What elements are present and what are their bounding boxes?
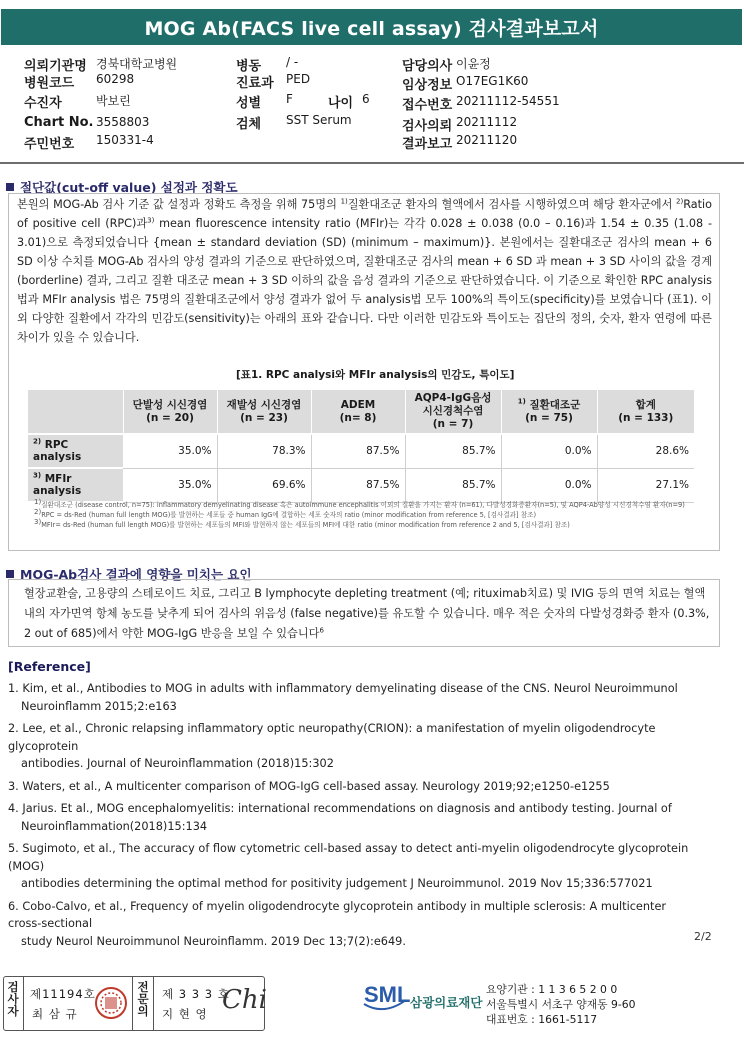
reference-item: 2. Lee, et al., Chronic relapsing inflammatory optic neuropathy(CRION): a manifestation of myelin oligodendrocyte glycoprotein antibodies. Journal of Neuroinflammation (2018)15:302 [8,722,656,770]
sensitivity-table [28,390,694,503]
info-value: PED [286,72,311,86]
factors-paragraph: 혈장교환술, 고용량의 스테로이드 치료, 그리고 B lymphocyte depleting treatment (예; rituximab치료) 및 IVIG 등의 면역 치료는 혈액 내의 자가면역 항체 농도를 낮추게 되어 검사의 위음성 (false negative)를 유도할 수 있습니다. 매우 적은 숫자의 다발성경화증 환자 (0.3%, 2 out of 685)에서 약한 MOG-IgG 반응을 보일 수 있습니다$^6$ [24,587,710,640]
reference-title: [Reference] [8,659,91,674]
lab-name: 삼광의료재단 [410,995,483,1010]
table-header-cell: $^{1)}$ 질환대조군 (n = 75) [501,390,597,434]
info-value: 박보린 [96,94,131,108]
lab-address: 서울특별시 서초구 양재동 9-60 [486,998,636,1011]
lab-phone: 대표번호 : 1661-5117 [486,1013,598,1026]
info-value: / - [286,55,299,69]
table-header-cell: AQP4-IgG음성 시신경척수염 (n = 7) [405,390,501,434]
info-key: 의뢰기관명 [24,59,87,74]
signer-label: 전 문 의 [137,980,149,1018]
section-title-text: MOG-Ab검사 결과에 영향을 미치는 요인 [20,567,252,582]
reference-item: 1. Kim, et al., Antibodies to MOG in adults with inflammatory demyelinating disease of the CNS. Neurol Neuroimmunol Neuroinflamm 2015;2:e163 [8,682,678,713]
table-row-header: $^{2)}$ RPC analysis [28,434,123,468]
info-key: 병원코드 [24,76,75,91]
divider [0,162,744,164]
info-key: Chart No. [24,115,94,130]
reference-item: 3. Waters, et al., A multicenter comparison of MOG-IgG cell-based assay. Neurology 2019;92;e1250-e1255 [8,779,610,793]
info-key: 수진자 [24,96,62,111]
handwritten-signature: Chi [222,985,267,1015]
reference-item: 6. Cobo-Calvo, et al., Frequency of myelin oligodendrocyte glycoprotein antibody in multiple sclerosis: A multicenter cross-sectional study Neurol Neuroimmunol Neuroinflamm. 2019 Dec 13;7(2):e649. [8,899,667,948]
table-cell: 85.7% [405,468,501,502]
table-cell: 35.0% [123,468,217,502]
info-value: 이윤정 [456,57,491,71]
table-row [28,434,694,468]
table-header-row [28,390,694,434]
table-row [28,468,694,502]
info-value: SST Serum [286,113,352,127]
info-key: 나이 [328,96,354,111]
info-key: 담당의사 [402,59,453,74]
info-value: F [286,92,293,106]
table-header-cell: 합계 (n = 133) [597,390,694,434]
table-cell: 69.6% [217,468,311,502]
table-header-cell: 단발성 시신경염 (n = 20) [123,390,217,434]
table-caption: [표1. RPC analysi와 MFIr analysis의 민감도, 특이도] [236,369,515,381]
info-value: 20211120 [456,133,518,147]
footnote: $^{3)}$MFIr= ds-Red (human full length MOG)를 발현하는 세포들의 MFI와 발현하지 않는 세포들의 MFI에 대한 ratio (minor modification from reference 2 and 5, [검사결과] 참조) [34,517,570,529]
table-cell: 85.7% [405,434,501,468]
table-cell: 78.3% [217,434,311,468]
square-bullet-icon [6,570,14,578]
cutoff-paragraph: 본원의 MOG-Ab 검사 기준 값 설정과 정확도 측정을 위해 75명의 $^{1)}$질환대조군 환자의 혈액에서 검사를 시행하였으며 해당 환자군에서 $^{2)}$Ratio of positive cell (RPC)과$^{3)}$ mean fluorescence intensity ratio (MFIr)는 각각 0.028 ± 0.038 (0.0 – 0.16)과 1.54 ± 0.35 (1.08 - 3.01)으로 측정되었습니다 {mean ± standard deviation (SD) (minimum – maximum)}. 본원에서는 질환대조군 검사의 mean + 6 SD 이상 수치를 MOG-Ab 검사의 양성 결과의 기준으로 판단하였으며, 질환대조군 검사의 mean + 6 SD 과 mean + 3 SD 사이의 값을 경계 (borderline) 결과, 그리고 질환 대조군 mean + 3 SD 이하의 값을 음성 결과의 기준으로 판단하였습니다. 이 기준으로 확인한 RPC analysis 법과 MFIr analysis 법은 75명의 질환대조군에서 양성 결과가 없어 두 analysis법 모두 100%의 특이도(specificity)를 보였습니다 (표1). 이 외 다양한 질환에서 각각의 민감도(sensitivity)는 아래의 표와 같습니다. 다만 이러한 민감도와 특이도는 집단의 정의, 숫자, 환자 연령에 따른 차이가 있을 수 있습니다. [17,197,712,344]
report-title: MOG Ab(FACS live cell assay) 검사결과보고서 [1,9,742,45]
specialist-name: 지 현 영 [162,1007,208,1021]
info-value: 60298 [96,72,135,86]
info-value: 경북대학교병원 [96,57,178,71]
table-cell: 0.0% [501,434,597,468]
square-bullet-icon [6,183,14,191]
info-key: 진료과 [236,76,274,91]
info-key: 주민번호 [24,137,75,152]
lab-code: 요양기관 : 1 1 3 6 5 2 0 0 [486,983,618,996]
reference-item: 4. Jarius. Et al., MOG encephalomyelitis: international recommendations on diagnosis and antibody testing. Journal of Neuroinflammation(2018)15:134 [8,802,672,833]
table-corner [28,390,123,434]
table-footnotes [34,497,714,530]
table-cell: 27.1% [597,468,694,502]
table-row-header: $^{3)}$ MFIr analysis [28,468,123,502]
inspector-license: 제11194호 [30,987,96,1001]
info-value: 3558803 [96,115,150,129]
info-value: 20211112-54551 [456,94,560,108]
table-cell: 87.5% [311,468,405,502]
reference-item: 5. Sugimoto, et al., The accuracy of flow cytometric cell-based assay to detect anti-myelin oligodendrocyte glycoprotein (MOG) antibodies determining the optimal method for positivity judgement J Neuroimmunol. 2019 Nov 15;336:577021 [8,842,689,890]
page-number: 2/2 [694,930,712,943]
table-header-cell: 재발성 시신경염 (n = 23) [217,390,311,434]
reference-list [8,680,728,955]
table-cell: 35.0% [123,434,217,468]
divider [153,977,154,1030]
lab-logo: SML [364,982,411,1007]
logo-swoosh-icon [362,982,411,1014]
info-key: 접수번호 [402,98,453,113]
inspector-name: 최 삼 규 [32,1007,78,1021]
table-header-cell: ADEM (n= 8) [311,390,405,434]
info-key: 임상정보 [402,78,453,93]
table-cell: 0.0% [501,468,597,502]
info-value: 20211112 [456,115,518,129]
table-cell: 87.5% [311,434,405,468]
specialist-license: 제 3 3 3 호 [162,987,230,1001]
info-key: 병동 [236,59,262,74]
divider [132,977,133,1030]
info-key: 성별 [236,96,262,111]
info-value: O17EG1K60 [456,74,529,88]
info-key: 검체 [236,117,262,132]
divider [23,977,24,1030]
signer-label: 검 사 자 [7,980,19,1018]
table-cell: 28.6% [597,434,694,468]
info-value: 150331-4 [96,133,154,147]
footnote: $^{2)}$RPC = ds-Red (human full length MOG)를 발현하는 세포들 중 human IgG에 결합하는 세포 숫자의 ratio (minor modification from reference 5, [검사결과] 참조) [34,507,537,519]
footnote: $^{1)}$질환대조군 (disease control, n=75): inflammatory demyelinating disease 혹은 autoimmune encephalitis 이외의 질환을 가지는 환자 (n=61), 다발성경화증환자(n=5), 및 AQP4-Ab양성 시신경척수염 환자(n=9) [34,497,685,509]
section-title-text: 절단값(cut-off value) 설정과 정확도 [20,180,238,195]
info-value: 6 [362,92,370,106]
seal-icon [94,986,128,1020]
info-key: 검사의뢰 [402,119,453,134]
info-key: 결과보고 [402,137,453,152]
